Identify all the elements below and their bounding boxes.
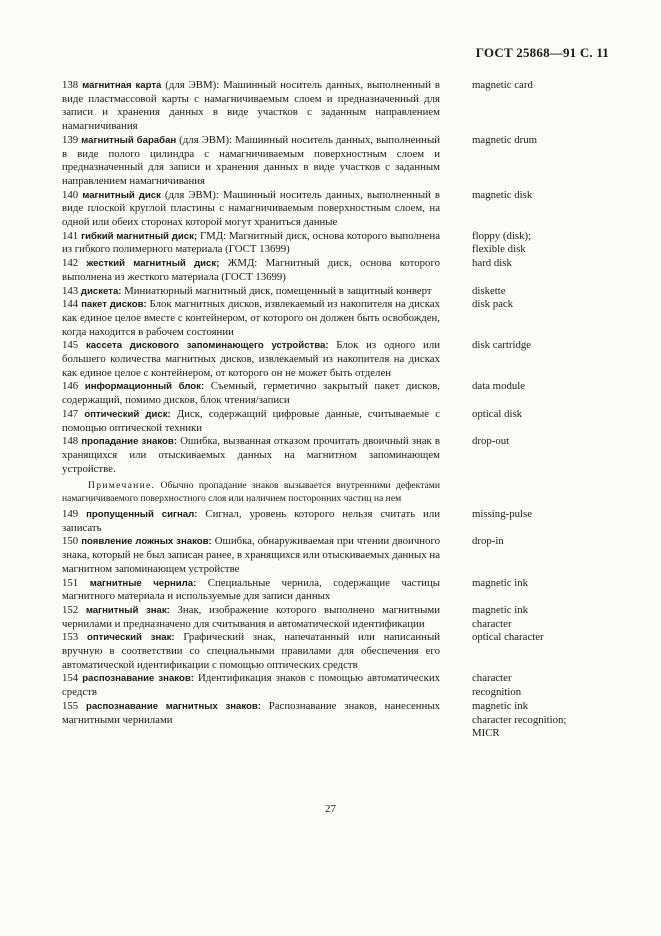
entry-text: Специальные чернила, содержащие частицы магнитного материала и используемые для записи данных xyxy=(62,576,440,603)
entry-english xyxy=(472,577,622,604)
entry-english xyxy=(472,298,622,339)
entry-number: 139 xyxy=(62,133,79,146)
entry-text: Съемный, герметично закрытый пакет дисков, содержащий, помимо дисков, блок чтения/записи xyxy=(62,380,440,407)
term-entry-145 xyxy=(62,339,622,380)
entry-definition xyxy=(62,604,440,631)
english-term: optical disk xyxy=(472,407,523,420)
term-entry-148 xyxy=(62,435,622,476)
english-term: drop-in xyxy=(472,535,504,548)
term-entry-147 xyxy=(62,408,622,435)
entry-number: 152 xyxy=(62,603,79,616)
entry-english xyxy=(472,631,622,672)
entry-text: ЖМД: Магнитный диск, основа которого выполнена из жесткого материала (ГОСТ 13699) xyxy=(62,257,440,283)
entry-text: Ошибка, вызванная отказом прочитать двоичный знак в хранящихся или отыскиваемых данных на магнитном запоминающем устройстве. xyxy=(62,435,440,475)
term-entry-149 xyxy=(62,508,622,535)
entry-number: 138 xyxy=(62,79,79,91)
english-term: magnetic disk xyxy=(472,188,533,201)
entry-term: оптический диск: xyxy=(84,408,171,420)
entry-number: 147 xyxy=(62,407,79,420)
entry-definition xyxy=(62,700,440,741)
english-term: character recognition; xyxy=(472,713,567,726)
english-term: missing-pulse xyxy=(472,507,532,520)
entry-text: Блок магнитных дисков, извлекаемый из накопителя на дисках как единое целое вместе с контейнером, от которого он должен быть освобожден, когда находится в рабочем состоянии xyxy=(62,298,440,338)
entry-english xyxy=(472,257,622,284)
term-entry-142 xyxy=(62,257,622,284)
entry-definition xyxy=(62,257,440,284)
entry-english xyxy=(472,535,622,576)
entry-text: Распознавание знаков, нанесенных магнитными чернилами xyxy=(62,699,441,726)
entry-term: магнитный барабан xyxy=(81,134,177,146)
entry-number: 146 xyxy=(62,380,79,393)
english-term: recognition xyxy=(472,686,522,699)
entry-definition xyxy=(62,577,440,604)
english-term: magnetic ink xyxy=(472,699,529,712)
english-term: character xyxy=(472,672,512,685)
english-term: drop-out xyxy=(472,435,510,448)
entry-english xyxy=(472,672,622,699)
entry-term: распознавание магнитных знаков: xyxy=(85,700,262,712)
entry-english xyxy=(472,700,622,741)
term-entry-155 xyxy=(62,700,622,741)
entry-text: Диск, содержащий цифровые данные, считываемые с помощью оптической техники xyxy=(62,407,441,434)
english-term: character xyxy=(472,617,512,630)
english-term: optical character xyxy=(472,631,544,644)
entry-definition xyxy=(62,672,440,699)
note-paragraph xyxy=(62,480,440,505)
entry-number: 150 xyxy=(62,535,79,548)
english-term: magnetic card xyxy=(472,79,533,91)
entry-text: Идентификация знаков с помощью автоматических средств xyxy=(62,672,440,699)
entry-definition xyxy=(62,285,440,299)
entry-text: Сигнал, уровень которого нельзя считать или записать xyxy=(62,507,440,534)
entry-number: 148 xyxy=(62,435,79,448)
english-term: magnetic drum xyxy=(472,133,538,146)
term-entry-152 xyxy=(62,604,622,631)
term-entry-143 xyxy=(62,285,622,299)
entry-number: 155 xyxy=(62,699,79,712)
entry-text: (для ЭВМ): Машинный носитель данных, выполненный в виде полого цилиндра с намагничиваемым поверхностным слоем и предназначенный для записи и хранения данных в виде участков с заданным направлением намагничивания xyxy=(62,133,440,187)
entry-number: 141 xyxy=(62,229,79,242)
entry-definition xyxy=(62,79,440,134)
entry-definition xyxy=(62,298,440,339)
entry-term: магнитный диск xyxy=(82,189,161,201)
entry-text: (для ЭВМ): Машинный носитель данных, выполненный в виде плоской круглой пластины с намагничиваемым поверхностным слоем, на одной или обеих сторонах которой могут храниться данные xyxy=(62,188,441,229)
entry-definition xyxy=(62,435,440,476)
entry-english xyxy=(472,79,622,134)
entry-text: Знак, изображение которого выполнено магнитными чернилами и предназначено для считывания и автоматической идентификации xyxy=(62,603,441,630)
entry-number: 142 xyxy=(62,257,79,270)
entry-definition xyxy=(62,408,440,435)
english-term: MICR xyxy=(472,727,500,740)
term-entry-154 xyxy=(62,672,622,699)
term-entry-146 xyxy=(62,380,622,407)
entry-term: пакет дисков: xyxy=(81,299,147,311)
term-entry-151 xyxy=(62,577,622,604)
entry-term: пропущенный сигнал: xyxy=(86,508,198,520)
entry-number: 149 xyxy=(62,507,79,520)
entry-number: 144 xyxy=(62,298,79,311)
entry-term: магнитная карта xyxy=(82,80,162,91)
entry-text: ГМД: Магнитный диск, основа которого выполнена из гибкого полимерного материала (ГОСТ 13699) xyxy=(62,229,440,256)
entry-definition xyxy=(62,631,440,672)
term-entry-139 xyxy=(62,134,622,189)
entry-english xyxy=(472,134,622,189)
english-term: magnetic ink xyxy=(472,603,529,616)
english-term: data module xyxy=(472,380,526,393)
entry-text: Графический знак, напечатанный или написанный вручную в соответствии со специальными правилами для обеспечения его автоматической идентификации с помощью оптических средств xyxy=(62,631,440,671)
entry-text: Миниатюрный магнитный диск, помещенный в защитный конверт xyxy=(121,284,432,297)
entry-term: гибкий магнитный диск; xyxy=(81,230,198,242)
entry-definition xyxy=(62,339,440,380)
entry-number: 151 xyxy=(62,576,79,589)
english-term: disk cartridge xyxy=(472,339,532,352)
note-label: Примечание. xyxy=(88,480,156,492)
entry-definition xyxy=(62,189,440,230)
entry-term: появление ложных знаков: xyxy=(81,536,212,548)
entry-english xyxy=(472,380,622,407)
entry-term: магнитные чернила: xyxy=(89,577,197,589)
entry-number: 153 xyxy=(62,631,79,644)
english-term: floppy (disk); xyxy=(472,229,532,242)
entry-text: Блок из одного или большего количества магнитных дисков, извлекаемый из накопителя на дисках как единое целое с контейнером, от которого он не может быть отделен xyxy=(62,339,440,379)
term-entry-150 xyxy=(62,535,622,576)
english-term: magnetic ink xyxy=(472,576,529,589)
entry-term: оптический знак: xyxy=(86,632,175,644)
entry-number: 143 xyxy=(62,284,79,297)
entry-english xyxy=(472,230,622,257)
english-term: disk pack xyxy=(472,298,514,311)
entry-term: жесткий магнитный диск; xyxy=(86,258,220,270)
entry-english xyxy=(472,435,622,476)
english-term: hard disk xyxy=(472,257,512,270)
english-term: diskette xyxy=(472,284,506,297)
entry-number: 154 xyxy=(62,672,79,685)
term-entry-138 xyxy=(62,79,622,134)
term-entry-141 xyxy=(62,230,622,257)
page-header: ГОСТ 25868—91 С. 11 xyxy=(475,45,609,60)
term-entry-140 xyxy=(62,189,622,230)
entry-english xyxy=(472,189,622,230)
term-entry-153 xyxy=(62,631,622,672)
entry-definition xyxy=(62,380,440,407)
entry-definition xyxy=(62,535,440,576)
entry-text: (для ЭВМ): Машинный носитель данных, выполненный в виде пластмассовой карты с намагничиваемым слоем и предназначенный для записи и хранения данных в виде участков с заданным направлением намагничивания xyxy=(62,79,440,133)
english-term: flexible disk xyxy=(472,243,526,256)
entry-text: Ошибка, обнаруживаемая при чтении двоичного знака, который не был записан ранее, в хранящихся или отыскиваемых данных на магнитном запоминающем устройстве xyxy=(62,535,441,575)
entry-term: магнитный знак: xyxy=(85,604,170,616)
entry-term: пропадание знаков: xyxy=(81,436,177,448)
entry-definition xyxy=(62,508,440,535)
entry-term: информационный блок: xyxy=(84,381,205,393)
entry-definition xyxy=(62,230,440,257)
page-number: 27 xyxy=(325,803,336,815)
entry-term: дискета: xyxy=(80,285,122,297)
entry-english xyxy=(472,339,622,380)
term-entries xyxy=(62,79,622,741)
entry-english xyxy=(472,604,622,631)
entry-english xyxy=(472,408,622,435)
entry-english xyxy=(472,508,622,535)
term-entry-144 xyxy=(62,298,622,339)
entry-term: кассета дискового запоминающего устройства: xyxy=(85,340,329,352)
note-text: Обычно пропадание знаков вызывается внутренними дефектами намагничиваемого поверхностного слоя или наличием посторонних частиц на нем xyxy=(62,480,440,504)
entry-definition xyxy=(62,134,440,189)
entry-english xyxy=(472,285,622,299)
entry-number: 140 xyxy=(62,188,79,201)
entry-term: распознавание знаков: xyxy=(82,673,194,685)
entry-number: 145 xyxy=(62,339,79,352)
